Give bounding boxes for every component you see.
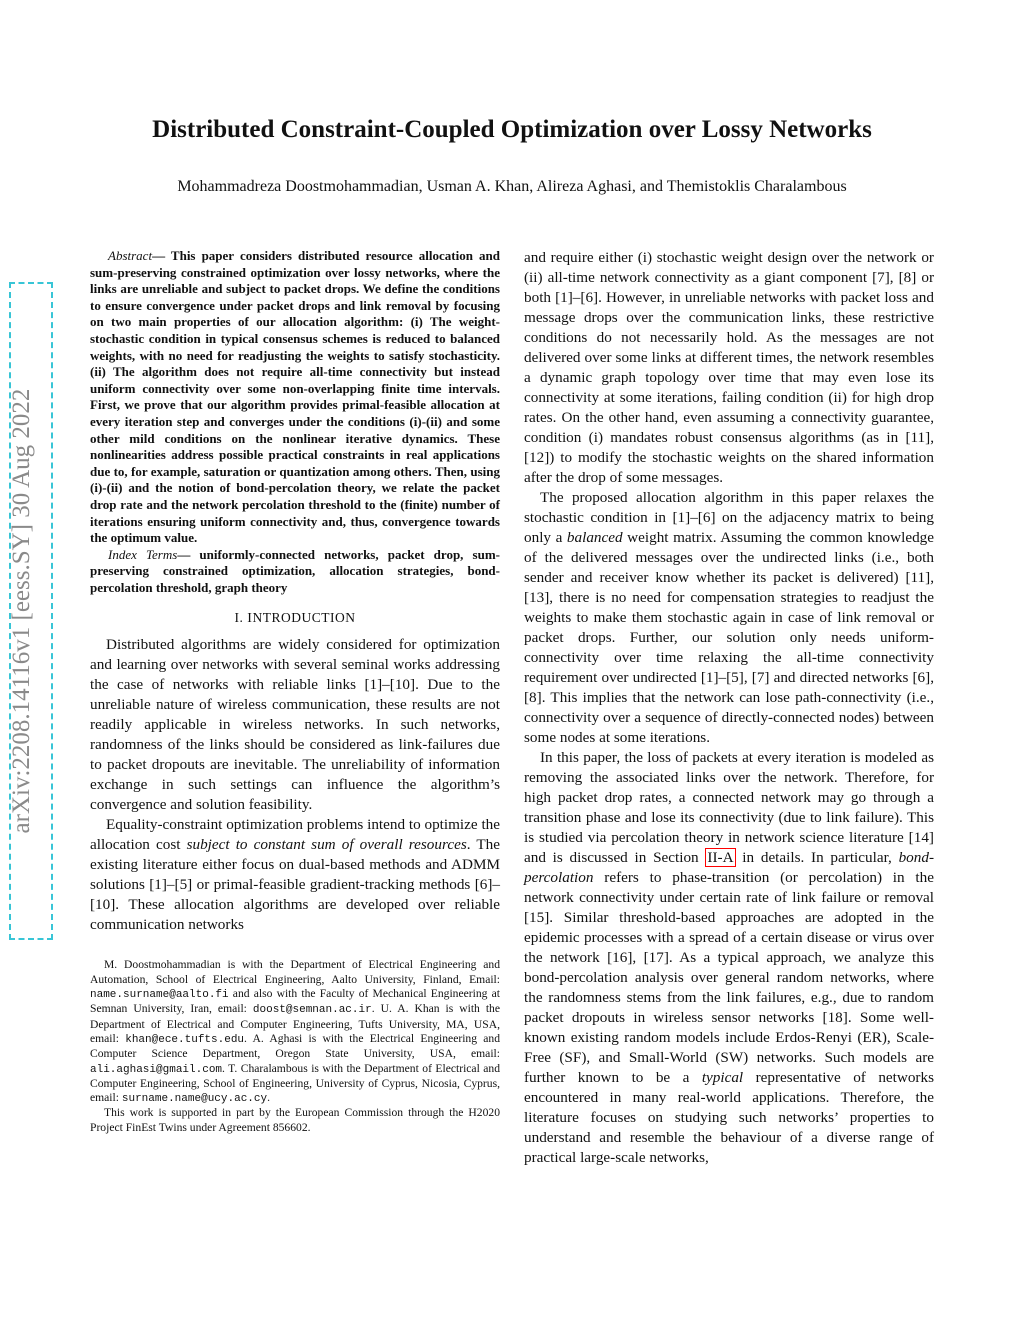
footnote-part-e: . T. Charalambous is with the Department of Electrical and Computer Engineering, School of Engineering, University of Cyprus, Nicosia, Cyprus, email: [90,1061,500,1105]
right-p3-part-a: In this paper, the loss of packets at every iteration is modeled as removing the associated links over the network. Therefore, for high packet drop rates, a connected network may go through a transition phase and lose its connectivity (due to link failure). This is studied via percolation theory in network science literature [14] and is discussed in Section [524,749,934,866]
footnote-part-a: M. Doostmohammadian is with the Department of Electrical Engineering and Automation, School of Electrical Engineering, Aalto University, Finland, Email: [90,958,500,986]
section-ref-link[interactable]: II-A [707,849,734,866]
email-charalambous[interactable]: surname.name@ucy.ac.cy [121,1093,268,1106]
right-p2-part-b: weight matrix. Assuming the common knowledge of the delivered messages over the undirected links (i.e., both sender and receiver know whether its packet is delivered) [11], [13], there is no need for compensation strategies to readjust the weights to make them stochastic again in case of link removal or packet drops. Further, our solution only needs uniform-connectivity over time relaxing the all-time connectivity requirement over undirected [1]–[5], [7] and directed networks [6], [8]. This implies that the network can lose path-connectivity (i.e., connectivity over a sequence of directly-connected nodes) between some nodes at some iterations. [524,529,934,746]
right-paragraph-1: and require either (i) stochastic weight design over the network or (ii) all-time network connectivity as a giant component [7], [8] or both [1]–[6]. However, in unreliable networks with packet loss and message drops over the communication links, these restrictive conditions do not necessarily hold. As the messages are not delivered over some links at different times, the network resembles a dynamic graph topology over time that may even lose its connectivity at some iterations, failing condition (ii) for high drop rates. On the other hand, even assuming a connectivity guarantee, condition (i) mandates robust consensus algorithms (as in [11], [12]) to modify the stochastic weights on the shared information after the drop of some messages. [524,249,934,486]
footnote-separator [90,949,500,950]
intro-p2-part-b: . The existing literature either focus on dual-based methods and ADMM solutions [1]–[5] or primal-feasible gradient-tracking methods [6]–[10]. These allocation algorithms are developed over reliable communication networks [90,836,500,934]
right-paragraph-2 [524,488,934,748]
right-p3-emphasis-2: typical [701,1069,744,1086]
email-doostmohammadian-semnan[interactable]: doost@semnan.ac.ir [252,1004,372,1017]
intro-paragraph-2 [90,815,500,935]
email-khan[interactable]: khan@ece.tufts.edu [125,1033,245,1046]
right-p2-part-a: The proposed allocation algorithm in this paper relaxes the stochastic condition in [1]–[6] on the adjacency matrix to being only a [524,489,934,546]
right-p3-part-b: in details. In particular, [735,849,899,866]
index-terms-lead: Index Terms [108,546,178,562]
footnote-funding: This work is supported in part by the European Commission through the H2020 Project FinEst Twins under Agreement 856602. [90,1106,500,1134]
footnote-part-f: . [267,1091,271,1105]
paper-authors: Mohammadreza Doostmohammadian, Usman A. Khan, Alireza Aghasi, and Themistoklis Charalambous [177,178,847,195]
intro-paragraph-1: Distributed algorithms are widely considered for optimization and learning over networks with several seminal works addressing the case of networks with reliable links [1]–[10]. Due to the unreliable nature of wireless communication, these results are not readily applicable in wireless networks. In such networks, randomness of the links should be considered as link-failures due to packet dropouts are inevitable. The unreliability of information exchange in such settings can influence the algorithm’s convergence and solution feasibility. [90,636,500,814]
abstract [90,248,500,547]
section-heading-introduction [90,610,500,627]
right-paragraph-3 [524,748,934,1168]
right-p3-emphasis-1: bond-percolation [524,849,934,886]
section-numeral: I. [234,610,248,626]
section-heading-initial: I [247,611,253,627]
footnote-part-d: . A. Aghasi is with the Electrical Engineering and Computer Science Department, Oregon State University, USA, email: [90,1031,500,1061]
email-aghasi[interactable]: ali.aghasi@gmail.com [90,1063,223,1076]
right-p3-part-d: representative of networks encountered in many real-world applications. Therefore, the literature focuses on studying such networks’ properties to understand and resemble the behaviour of a diverse range of practical large-scale networks, [524,1069,934,1166]
left-column [90,248,500,1135]
footnote-part-b: and also with the Faculty of Mechanical Engineering at Semnan University, Iran, email: [90,987,500,1016]
right-column [524,248,934,1168]
intro-p2-emphasis: subject to constant sum of overall resources [186,836,467,854]
paper-title: Distributed Constraint-Coupled Optimization over Lossy Networks [152,116,872,143]
footnote-part-c: . U. A. Khan is with the Department of Electrical and Computer Engineering, Tufts University, MA, USA, email: [90,1002,500,1045]
intro-p2-part-a: Equality-constraint optimization problems intend to optimize the allocation cost [90,816,500,854]
right-p2-emphasis: balanced [566,529,623,546]
index-terms-text: — uniformly-connected networks, packet drop, sum-preserving constrained optimization, allocation strategies, bond-percolation threshold, graph theory [90,546,500,595]
index-terms [90,547,500,597]
footnote-affiliations [90,958,500,1106]
section-heading-rest: NTRODUCTION [252,610,356,626]
arxiv-stamp[interactable]: arXiv:2208.14116v1 [eess.SY] 30 Aug 2022 [8,388,35,834]
email-doostmohammadian-aalto[interactable]: name.surname@aalto.fi [90,989,229,1002]
abstract-lead: Abstract [108,248,153,263]
abstract-text: — This paper considers distributed resource allocation and sum-preserving constrained optimization over lossy networks, where the links are unreliable and subject to packet drops. We define the conditions to ensure convergence under packet drops and link removal by focusing on two main properties of our allocation algorithm: (i) The weight-stochastic condition in typical consensus schemes is reduced to balanced weights, with no need for readjusting the weights to satisfy stochasticity. (ii) The algorithm does not require all-time connectivity but instead uniform connectivity over some non-overlapping finite time intervals. First, we prove that our algorithm provides primal-feasible allocation at every iteration step and converges under the conditions (i)-(ii) and some other mild conditions on the nonlinear iterative dynamics. These nonlinearities address possible practical constraints in real applications due to, for example, saturation or quantization among others. Then, using (i)-(ii) and the notion of bond-percolation theory, we relate the packet drop rate and the network percolation threshold to the (finite) number of iterations ensuring uniform connectivity and, thus, convergence towards the optimum value. [90,248,500,546]
right-p3-part-c: refers to phase-transition (or percolation) in the network connectivity under certain rate of link failure or removal [15]. Similar threshold-based approaches are adopted in the epidemic processes with a spread of a certain disease or virus over the network [16], [17]. As a typical approach, we analyze this bond-percolation analysis over general random networks, where the randomness stems from the link failures, e.g., due to random packet dropouts in wireless sensor networks [18]. Some well-known existing random models include Erdos-Renyi (ER), Scale-Free (SF), and Small-World (SW) networks. Such models are further known to be a [524,869,934,1086]
